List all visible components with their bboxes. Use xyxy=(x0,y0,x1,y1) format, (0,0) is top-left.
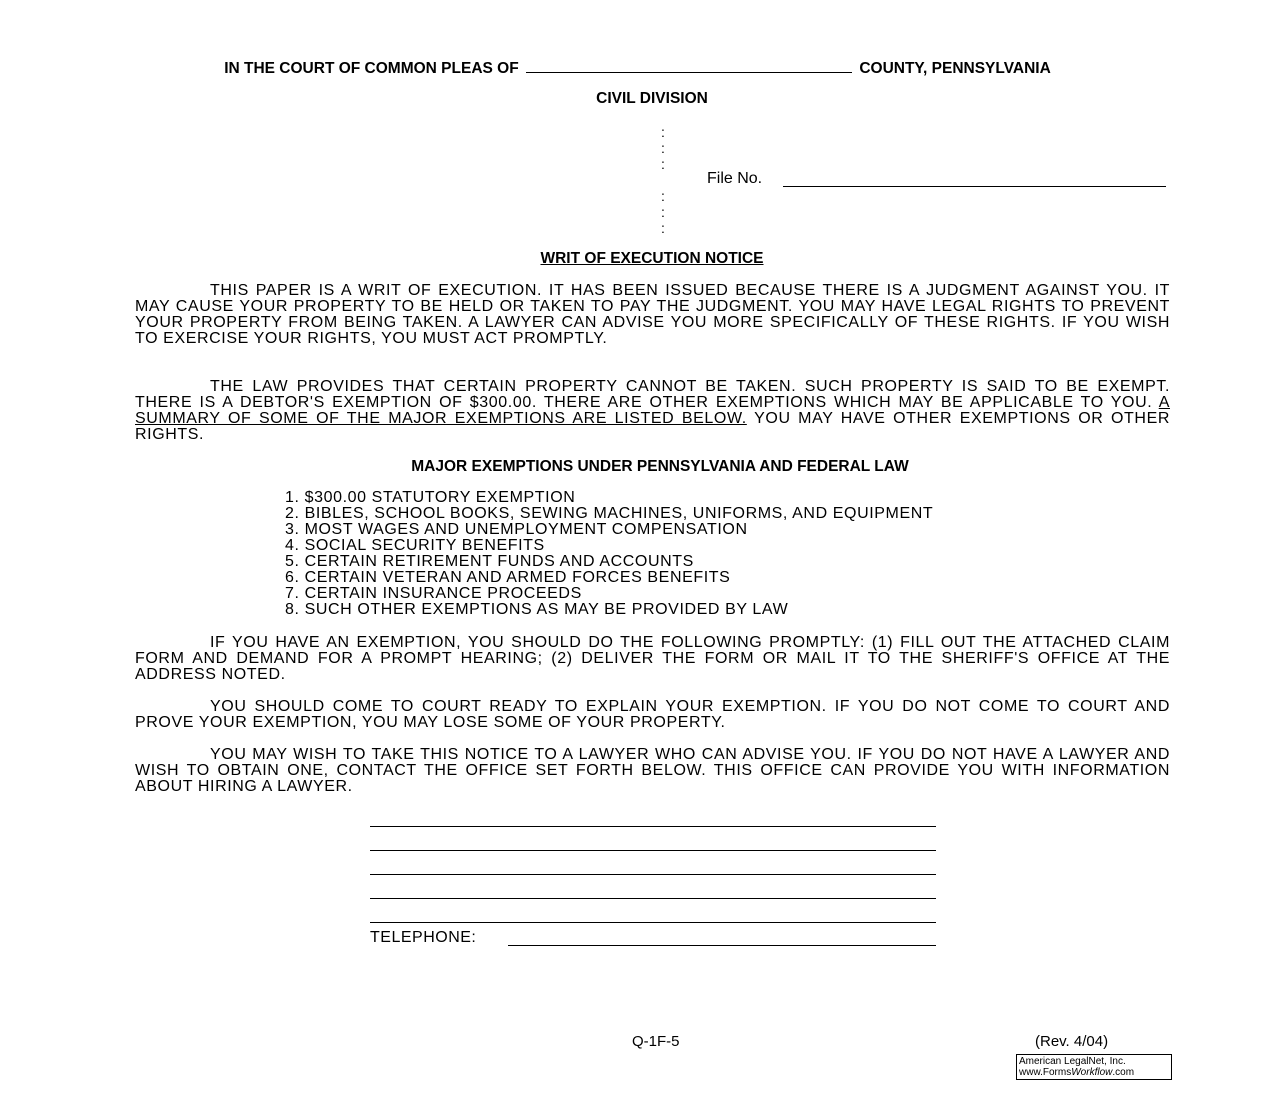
office-address-line[interactable] xyxy=(370,898,936,899)
exemption-item: 6. CERTAIN VETERAN AND ARMED FORCES BENEFITS xyxy=(285,569,731,586)
exemption-item: 2. BIBLES, SCHOOL BOOKS, SEWING MACHINES, UNIFORMS, AND EQUIPMENT xyxy=(285,505,934,522)
office-address-line[interactable] xyxy=(370,922,936,923)
file-number-field[interactable] xyxy=(783,186,1166,187)
exemption-item: 4. SOCIAL SECURITY BENEFITS xyxy=(285,537,545,554)
paragraph-2-main: THE LAW PROVIDES THAT CERTAIN PROPERTY CANNOT BE TAKEN. SUCH PROPERTY IS SAID TO BE EXEMPT. THERE IS A DEBTOR'S EXEMPTION OF $300.00. THERE ARE OTHER EXEMPTIONS WHICH MAY BE APPLICABLE TO YOU. xyxy=(135,378,1170,411)
exemption-item: 1. $300.00 STATUTORY EXEMPTION xyxy=(285,489,576,506)
caption-colon: : xyxy=(661,220,665,236)
exemption-item: 8. SUCH OTHER EXEMPTIONS AS MAY BE PROVIDED BY LAW xyxy=(285,601,789,618)
revision-date: (Rev. 4/04) xyxy=(1035,1033,1109,1050)
caption-colon: : xyxy=(661,204,665,220)
notice-title: WRIT OF EXECUTION NOTICE xyxy=(540,250,764,267)
file-no-label: File No. xyxy=(707,170,763,187)
notice-paragraph-2 xyxy=(135,379,1170,443)
office-address-line[interactable] xyxy=(370,826,936,827)
exemptions-summary-note: A SUMMARY OF SOME OF THE MAJOR EXEMPTIONS ARE LISTED BELOW. xyxy=(135,394,1170,427)
notice-paragraph-1: THIS PAPER IS A WRIT OF EXECUTION. IT HAS BEEN ISSUED BECAUSE THERE IS A JUDGMENT AGAINST YOU. IT MAY CAUSE YOUR PROPERTY TO BE HELD OR TAKEN TO PAY THE JUDGMENT. YOU MAY HAVE LEGAL RIGHTS TO PREVENT YOUR PROPERTY FROM BEING TAKEN. A LAWYER CAN ADVISE YOU MORE SPECIFICALLY OF THESE RIGHTS. IF YOU WISH TO EXERCISE YOUR RIGHTS, YOU MUST ACT PROMPTLY. xyxy=(135,282,1170,347)
office-address-line[interactable] xyxy=(370,874,936,875)
publisher-url: www.FormsWorkflow.com xyxy=(1019,1067,1135,1078)
exemption-item: 7. CERTAIN INSURANCE PROCEEDS xyxy=(285,585,582,602)
publisher-stamp xyxy=(1016,1054,1172,1080)
court-suffix: COUNTY, PENNSYLVANIA xyxy=(859,60,1051,77)
caption-colon: : xyxy=(661,188,665,204)
telephone-field[interactable] xyxy=(508,945,936,946)
caption-colon: : xyxy=(661,124,665,140)
publisher-name: American LegalNet, Inc. xyxy=(1019,1056,1126,1067)
court-header xyxy=(0,58,1275,78)
caption-colon: : xyxy=(661,140,665,156)
notice-paragraph-5: YOU MAY WISH TO TAKE THIS NOTICE TO A LAWYER WHO CAN ADVISE YOU. IF YOU DO NOT HAVE A LAWYER AND WISH TO OBTAIN ONE, CONTACT THE OFFICE SET FORTH BELOW. THIS OFFICE CAN PROVIDE YOU WITH INFORMATION ABOUT HIRING A LAWYER. xyxy=(135,746,1170,795)
exemptions-list xyxy=(285,490,933,618)
court-prefix: IN THE COURT OF COMMON PLEAS OF xyxy=(224,60,519,77)
caption-colon: : xyxy=(661,156,665,172)
exemptions-heading: MAJOR EXEMPTIONS UNDER PENNSYLVANIA AND FEDERAL LAW xyxy=(411,458,909,475)
file-number-line xyxy=(707,170,762,188)
telephone-label: TELEPHONE: xyxy=(370,929,477,946)
form-number: Q-1F-5 xyxy=(632,1033,680,1050)
office-address-line[interactable] xyxy=(370,850,936,851)
exemption-item: 5. CERTAIN RETIREMENT FUNDS AND ACCOUNTS xyxy=(285,553,694,570)
notice-paragraph-4: YOU SHOULD COME TO COURT READY TO EXPLAIN YOUR EXEMPTION. IF YOU DO NOT COME TO COURT AND PROVE YOUR EXEMPTION, YOU MAY LOSE SOME OF YOUR PROPERTY. xyxy=(135,698,1170,731)
exemption-item: 3. MOST WAGES AND UNEMPLOYMENT COMPENSATION xyxy=(285,521,748,538)
civil-division-heading: CIVIL DIVISION xyxy=(596,90,708,107)
notice-paragraph-3: IF YOU HAVE AN EXEMPTION, YOU SHOULD DO THE FOLLOWING PROMPTLY: (1) FILL OUT THE ATTACHED CLAIM FORM AND DEMAND FOR A PROMPT HEARING; (2) DELIVER THE FORM OR MAIL IT TO THE SHERIFF'S OFFICE AT THE ADDRESS NOTED. xyxy=(135,634,1170,683)
county-blank[interactable] xyxy=(526,58,852,73)
paragraph-2-end: YOU MAY HAVE OTHER EXEMPTIONS OR OTHER RIGHTS. xyxy=(135,410,1170,443)
